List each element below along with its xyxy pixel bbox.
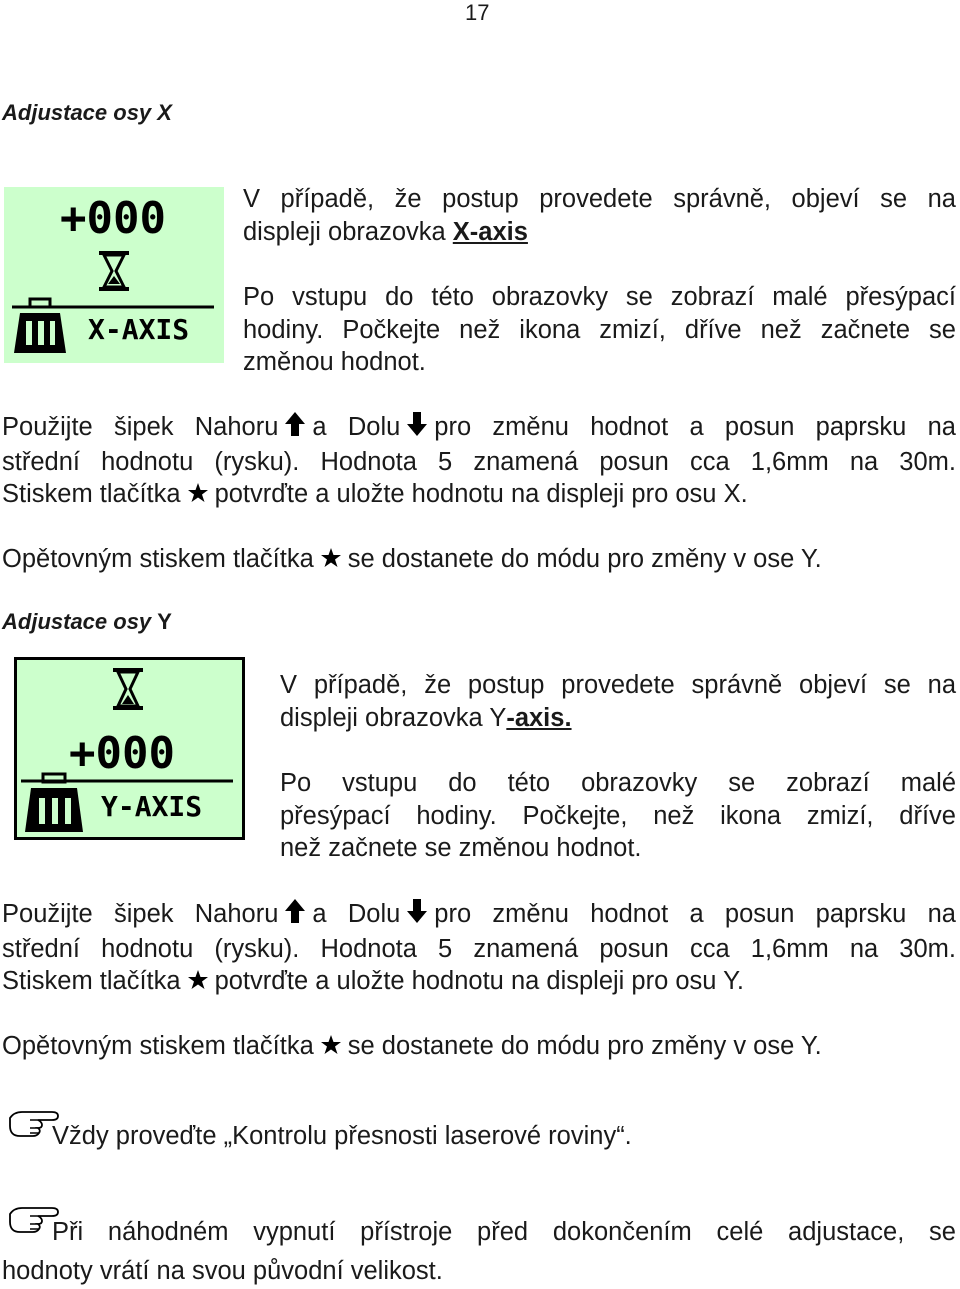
x-p1-line2: displeji obrazovka X-axis [243, 217, 528, 246]
star-icon [320, 1032, 342, 1065]
arrow-up-icon [284, 411, 306, 446]
section-x-heading: Adjustace osy X [2, 100, 172, 125]
x-p3-line1: Použijte šipek Nahoru a Dolu pro změnu hodnot a posun paprsku na [2, 411, 956, 446]
note-1: Vždy proveďte „Kontrolu přesnosti laserové roviny“. [52, 1122, 632, 1150]
y-display-value: +000 [69, 728, 175, 779]
y-p3-line2: střední hodnotu (rysku). Hodnota 5 znamená posun cca 1,6mm na 30m. [2, 934, 956, 963]
y-p1-line2: displeji obrazovka Y-axis. [280, 703, 572, 732]
y-display-axis-label: Y-AXIS [101, 790, 203, 823]
x-p4: Opětovným stiskem tlačítka se dostanete do módu pro změny v ose Y. [2, 543, 956, 578]
star-icon [320, 545, 342, 578]
arrow-up-icon [284, 898, 306, 933]
note-2-line1: Při náhodném vypnutí přístroje před dokončením celé adjustace, se [52, 1218, 956, 1246]
arrow-down-icon [406, 411, 428, 446]
x-axis-display-screen [4, 187, 224, 363]
y-axis-display-screen [14, 657, 245, 840]
section-y-heading: Adjustace osy Y [2, 609, 172, 634]
x-p2-line3: změnou hodnot. [243, 348, 426, 377]
y-axis-term: -axis. [506, 703, 572, 732]
star-icon [187, 967, 209, 1000]
x-p3-line2: střední hodnotu (rysku). Hodnota 5 znamená posun cca 1,6mm na 30m. [2, 447, 956, 476]
y-p3-line1: Použijte šipek Nahoru a Dolu pro změnu hodnot a posun paprsku na [2, 898, 956, 933]
y-p2-line3: než začnete se změnou hodnot. [280, 834, 642, 863]
note-2-line2: hodnoty vrátí na svou původní velikost. [2, 1257, 443, 1285]
x-p1-line1: V případě, že postup provedete správně, objeví se na [243, 185, 956, 213]
page-number: 17 [465, 0, 490, 25]
x-p2-line1: Po vstupu do této obrazovky se zobrazí malé přesýpací [243, 283, 956, 311]
x-display-value: +000 [60, 193, 166, 244]
y-p4: Opětovným stiskem tlačítka se dostanete do módu pro změny v ose Y. [2, 1030, 956, 1065]
y-p1-line1: V případě, že postup provedete správně objeví se na [280, 671, 956, 699]
y-p2-line1: Po vstupu do této obrazovky se zobrazí malé [280, 769, 956, 797]
x-axis-term: X-axis [452, 217, 528, 246]
x-display-axis-label: X-AXIS [88, 313, 190, 346]
hourglass-icon [113, 668, 143, 710]
hourglass-icon [99, 251, 129, 291]
star-icon [187, 480, 209, 513]
y-p3-line3: Stiskem tlačítka potvrďte a uložte hodnotu na displeji pro osu Y. [2, 965, 956, 1000]
x-p3-line3: Stiskem tlačítka potvrďte a uložte hodnotu na displeji pro osu X. [2, 478, 956, 513]
arrow-down-icon [406, 898, 428, 933]
laser-device-icon [25, 774, 83, 832]
y-p2-line2: přesýpací hodiny. Počkejte, než ikona zmizí, dříve [280, 801, 956, 830]
x-p2-line2: hodiny. Počkejte než ikona zmizí, dříve než začnete se [243, 315, 956, 344]
